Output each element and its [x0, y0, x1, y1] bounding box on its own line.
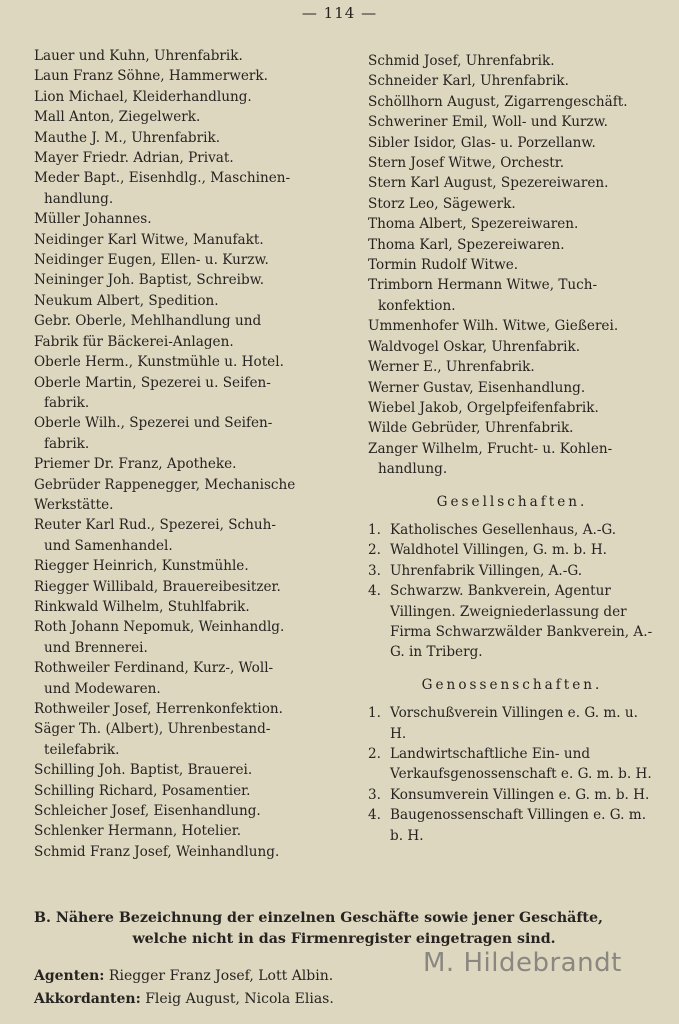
- directory-entry: Rothweiler Ferdinand, Kurz-, Woll-: [34, 660, 274, 677]
- item-number: 3.: [368, 562, 381, 579]
- gesellschaften-heading: Gesellschaften.: [436, 493, 588, 510]
- section-b-line2: welche nicht in das Firmenregister eingetragen sind.: [132, 931, 556, 947]
- gesellschaften-list: [368, 520, 656, 663]
- directory-entry: Rinkwald Wilhelm, Stuhlfabrik.: [34, 598, 250, 615]
- directory-entry: Stern Karl August, Spezereiwaren.: [368, 175, 609, 192]
- directory-entry: Riegger Willibald, Brauereibesitzer.: [34, 578, 281, 595]
- directory-entry: Sibler Isidor, Glas- u. Porzellanw.: [368, 134, 596, 151]
- directory-entry: Oberle Herm., Kunstmühle u. Hotel.: [34, 354, 284, 371]
- item-text: Waldhotel Villingen, G. m. b. H.: [390, 542, 607, 559]
- directory-entry: Säger Th. (Albert), Uhrenbestand-: [34, 721, 271, 738]
- directory-entry: Schlenker Hermann, Hotelier.: [34, 823, 242, 840]
- item-number: 3.: [368, 786, 381, 803]
- directory-entry: Schöllhorn August, Zigarrengeschäft.: [368, 93, 628, 110]
- directory-entry: handlung.: [378, 461, 448, 478]
- right-entry-list: [368, 51, 656, 480]
- directory-entry: handlung.: [44, 190, 114, 207]
- directory-entry: Laun Franz Söhne, Hammerwerk.: [34, 68, 268, 85]
- directory-entry: Riegger Heinrich, Kunstmühle.: [34, 558, 249, 575]
- directory-entry: Neidinger Karl Witwe, Manufakt.: [34, 231, 264, 248]
- genossenschaften-heading: Genossenschaften.: [421, 676, 603, 693]
- directory-entry: Neininger Joh. Baptist, Schreibw.: [34, 272, 265, 289]
- item-number: 2.: [368, 542, 381, 559]
- directory-entry: Fabrik für Bäckerei-Anlagen.: [34, 333, 234, 350]
- directory-entry: konfektion.: [378, 297, 456, 314]
- directory-entry: Schilling Richard, Posamentier.: [34, 782, 251, 799]
- agenten-label: Agenten:: [34, 968, 105, 984]
- directory-entry: Roth Johann Nepomuk, Weinhandlg.: [34, 619, 285, 636]
- directory-entry: Tormin Rudolf Witwe.: [368, 257, 519, 274]
- item-text: Katholisches Gesellenhaus, A.-G.: [390, 521, 617, 538]
- directory-entry: Schilling Joh. Baptist, Brauerei.: [34, 762, 253, 779]
- directory-entry: Neukum Albert, Spedition.: [34, 292, 219, 309]
- directory-entry: und Brennerei.: [44, 639, 148, 656]
- directory-entry: Waldvogel Oskar, Uhrenfabrik.: [368, 338, 581, 355]
- item-number: 1.: [368, 705, 381, 722]
- item-text: Konsumverein Villingen e. G. m. b. H.: [390, 786, 650, 803]
- directory-entry: und Modewaren.: [44, 680, 161, 697]
- numbered-item: [368, 581, 656, 663]
- directory-entry: Stern Josef Witwe, Orchestr.: [368, 155, 565, 172]
- directory-entry: Oberle Martin, Spezerei u. Seifen-: [34, 374, 271, 391]
- item-text: Uhrenfabrik Villingen, A.-G.: [390, 562, 583, 579]
- directory-entry: Gebr. Oberle, Mehlhandlung und: [34, 313, 262, 330]
- directory-entry: Müller Johannes.: [34, 211, 152, 228]
- item-text: Baugenossenschaft Villingen e. G. m. b. H.: [390, 807, 647, 844]
- page-number: — 114 —: [301, 4, 378, 22]
- item-number: 1.: [368, 521, 381, 538]
- directory-entry: Wilde Gebrüder, Uhrenfabrik.: [368, 420, 574, 437]
- directory-entry: Storz Leo, Sägewerk.: [368, 195, 516, 212]
- numbered-item: [368, 744, 656, 785]
- directory-entry: Werner E., Uhrenfabrik.: [368, 359, 535, 376]
- directory-entry: Zanger Wilhelm, Frucht- u. Kohlen-: [368, 440, 613, 457]
- directory-entry: fabrik.: [44, 394, 90, 411]
- section-b-line1: B. Nähere Bezeichnung der einzelnen Geschäfte sowie jener Geschäfte,: [34, 910, 603, 926]
- directory-entry: Ummenhofer Wilh. Witwe, Gießerei.: [368, 318, 619, 335]
- akkordanten-label: Akkordanten:: [34, 991, 141, 1007]
- directory-entry: Schleicher Josef, Eisenhandlung.: [34, 803, 261, 820]
- item-number: 4.: [368, 583, 381, 600]
- agenten-text: Riegger Franz Josef, Lott Albin.: [104, 968, 334, 984]
- directory-entry: Mall Anton, Ziegelwerk.: [34, 109, 201, 126]
- numbered-item: [368, 540, 656, 560]
- directory-entry: fabrik.: [44, 435, 90, 452]
- directory-entry: Neidinger Eugen, Ellen- u. Kurzw.: [34, 252, 269, 269]
- numbered-item: [368, 561, 656, 581]
- item-number: 4.: [368, 807, 381, 824]
- directory-entry: Mayer Friedr. Adrian, Privat.: [34, 150, 234, 167]
- directory-entry: Reuter Karl Rud., Spezerei, Schuh-: [34, 517, 277, 534]
- directory-entry: Werkstätte.: [34, 496, 114, 513]
- directory-entry: Schmid Josef, Uhrenfabrik.: [368, 53, 555, 69]
- directory-entry: Schmid Franz Josef, Weinhandlung.: [34, 843, 280, 860]
- watermark: M. Hildebrandt: [423, 948, 622, 978]
- akkordanten-text: Fleig August, Nicola Elias.: [140, 991, 334, 1007]
- directory-entry: Oberle Wilh., Spezerei und Seifen-: [34, 415, 273, 432]
- directory-entry: Thoma Albert, Spezereiwaren.: [368, 216, 579, 233]
- genossenschaften-list: [368, 703, 656, 846]
- directory-entry: Wiebel Jakob, Orgelpfeifenfabrik.: [368, 399, 599, 416]
- directory-entry: Schweriner Emil, Woll- und Kurzw.: [368, 114, 608, 131]
- directory-entry: Mauthe J. M., Uhrenfabrik.: [34, 129, 221, 146]
- numbered-item: [368, 703, 656, 744]
- numbered-item: [368, 785, 656, 805]
- directory-entry: Trimborn Hermann Witwe, Tuch-: [368, 277, 598, 294]
- directory-entry: Gebrüder Rappenegger, Mechanische: [34, 476, 296, 493]
- directory-entry: Lion Michael, Kleiderhandlung.: [34, 88, 252, 105]
- directory-entry: Lauer und Kuhn, Uhrenfabrik.: [34, 48, 243, 64]
- directory-entry: teilefabrik.: [44, 741, 120, 758]
- directory-entry: Meder Bapt., Eisenhdlg., Maschinen-: [34, 170, 291, 187]
- numbered-item: [368, 805, 656, 846]
- item-text: Landwirtschaftliche Ein- und Verkaufsgenossenschaft e. G. m. b. H.: [390, 746, 652, 783]
- directory-entry: Rothweiler Josef, Herrenkonfektion.: [34, 701, 283, 717]
- item-text: Schwarzw. Bankverein, Agentur Villingen. Zweigniederlassung der Firma Schwarzwälder Bankverein, A.-G. in Triberg.: [390, 583, 653, 661]
- section-b-heading: [34, 908, 654, 950]
- directory-entry: Thoma Karl, Spezereiwaren.: [368, 236, 565, 253]
- item-number: 2.: [368, 746, 381, 762]
- directory-entry: Priemer Dr. Franz, Apotheke.: [34, 456, 237, 473]
- right-column: [368, 51, 656, 846]
- directory-entry: Schneider Karl, Uhrenfabrik.: [368, 73, 569, 90]
- item-text: Vorschußverein Villingen e. G. m. u. H.: [390, 705, 638, 742]
- numbered-item: [368, 520, 656, 540]
- directory-entry: und Samenhandel.: [44, 537, 173, 554]
- akkordanten-line: [34, 988, 654, 1011]
- directory-entry: Werner Gustav, Eisenhandlung.: [368, 379, 586, 396]
- left-column: [34, 46, 326, 862]
